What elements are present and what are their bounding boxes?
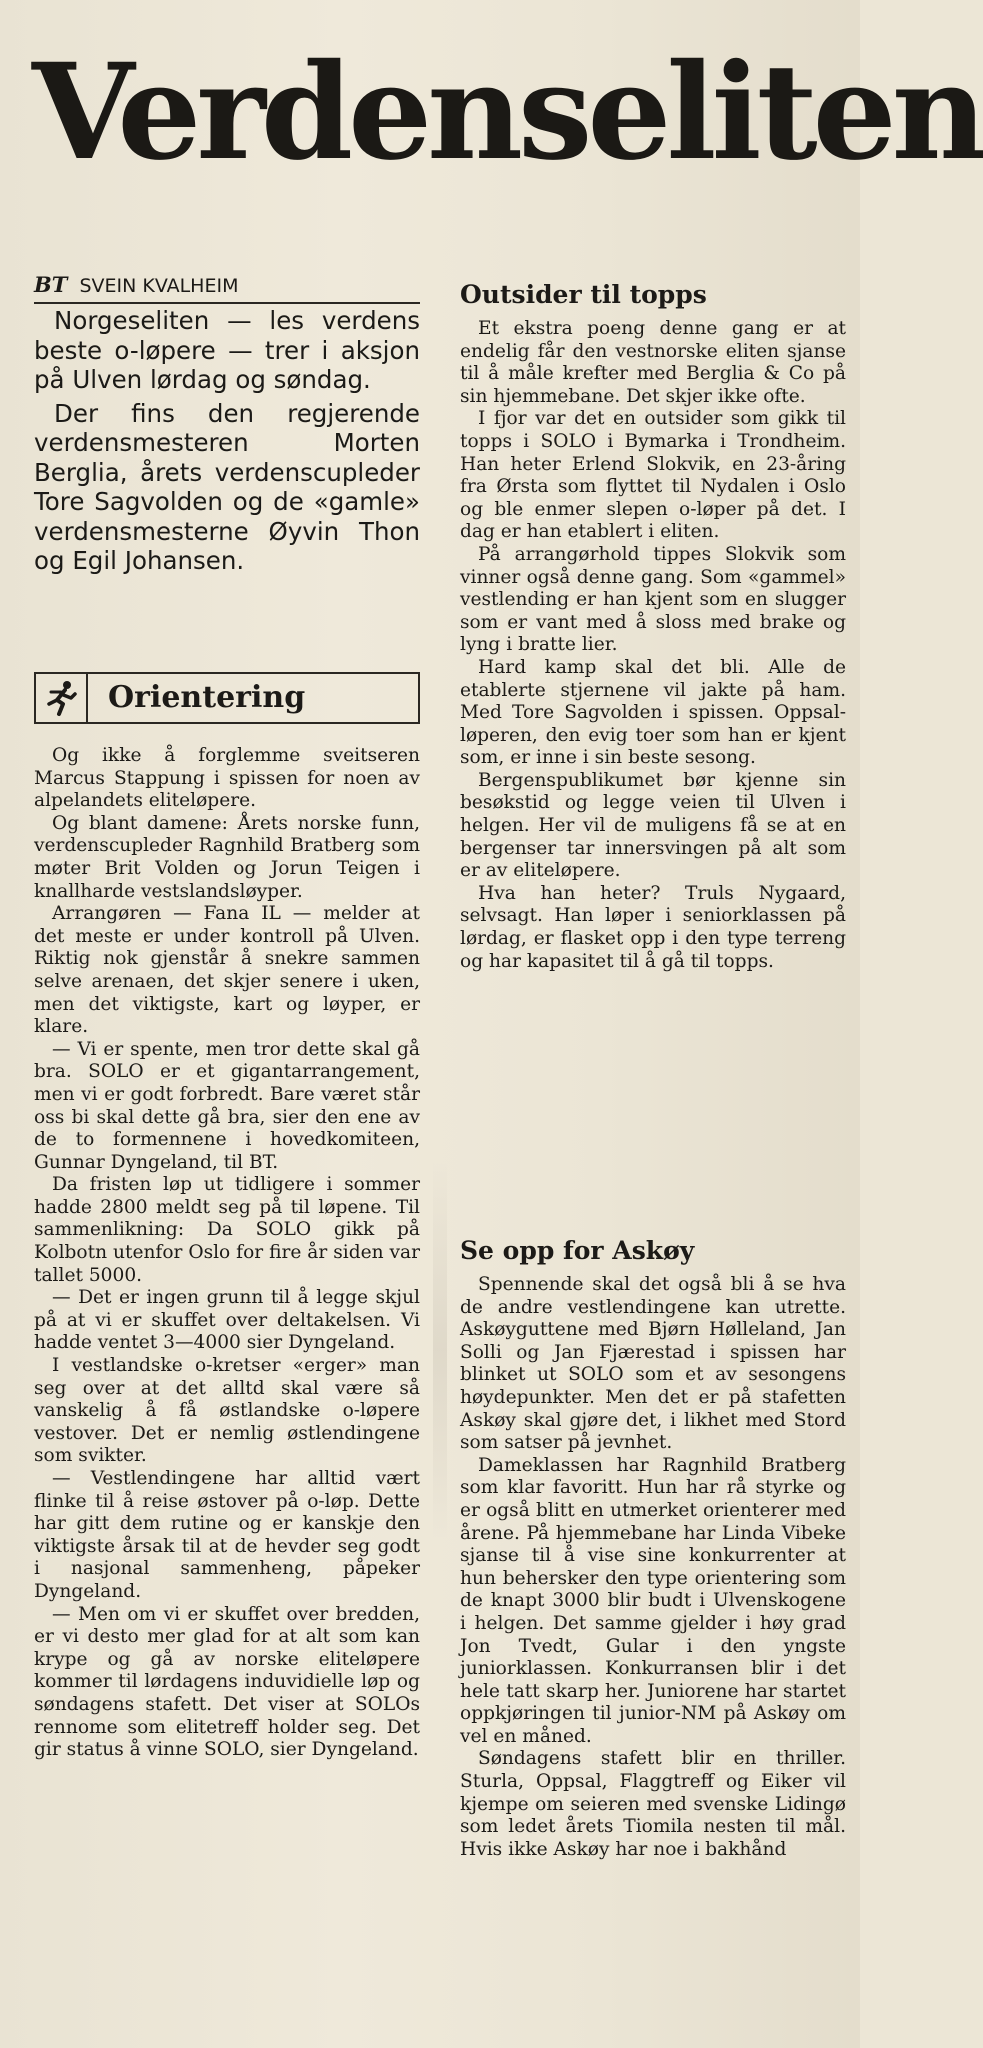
right-column-section-1: [460, 318, 846, 973]
paper-fold: [433, 1160, 447, 1540]
body-paragraph: — Vestlendingene har alltid vært flinke til å reise østover på o-løp. Dette har gitt dem rutine og er kanskje den viktigste årsak til at de hevder seg godt i nasjonal sammenheng, påpeker Dyngeland.: [34, 1468, 420, 1602]
section-header: [34, 672, 420, 724]
body-paragraph: På arrangørhold tippes Slokvik som vinner også denne gang. Som «gammel» vestlending er han kjent som en slugger som er vant med å sloss med brake og lyng i bratte lier.: [460, 543, 846, 656]
body-paragraph: Spennende skal det også bli å se hva de andre vestlendingene kan utrette. Askøyguttene med Bjørn Hølleland, Jan Solli og Jan Fjærestad i spissen har blinket ut SOLO som et av sesongens høydepunkter. Men det er på stafetten Askøy skal gjøre det, i likhet med Stord som satser på jevnhet.: [460, 1274, 846, 1454]
body-paragraph: Hva han heter? Truls Nygaard, selvsagt. Han løper i seniorklassen på lørdag, er flasket opp i den type terreng og har kapasitet til å gå til topps.: [460, 882, 846, 972]
lead-paragraph: Norgeseliten — les verdens beste o-løpere — trer i aksjon på Ulven lørdag og søndag.: [34, 306, 420, 394]
headline: Verdenseliten: [32, 35, 983, 190]
body-paragraph: Og ikke å forglemme sveitseren Marcus Stappung i spissen for noen av alpelandets eliteløpere.: [34, 745, 420, 812]
subheading-askoy: Se opp for Askøy: [460, 1236, 695, 1265]
body-paragraph: Bergenspublikumet bør kjenne sin besøkstid og legge veien til Ulven i helgen. Her vil de muligens få se at en bergenser tar innersvingen på alt som er av eliteløpere.: [460, 769, 846, 882]
body-paragraph: I fjor var det en outsider som gikk til topps i SOLO i Bymarka i Trondheim. Han heter Erlend Slokvik, en 23-åring fra Ørsta som flyttet til Nydalen i Oslo og ble enmer slepen o-løper på det. I dag er han etablert i eliten.: [460, 408, 846, 543]
body-paragraph: — Det er ingen grunn til å legge skjul på at vi er skuffet over deltakelsen. Vi hadde ventet 3—4000 sier Dyngeland.: [34, 1287, 420, 1354]
subheading-outsider: Outsider til topps: [460, 280, 707, 309]
body-paragraph: — Men om vi er skuffet over bredden, er vi desto mer glad for at alt som kan krype og gå av norske eliteløpere kommer til lørdagens induvidielle løp og søndagens stafett. Det viser at SOLOs rennome som elitetreff holder seg. Det gir status å vinne SOLO, sier Dyngeland.: [34, 1603, 420, 1761]
body-paragraph: Hard kamp skal det bli. Alle de etablerte stjernene vil jakte på ham. Med Tore Sagvolden i spissen. Oppsal-løperen, den evig toer som han er kjent som, er inne i sin beste sesong.: [460, 656, 846, 769]
right-column-section-2: [460, 1274, 846, 1861]
body-paragraph: Dameklassen har Ragnhild Bratberg som klar favoritt. Hun har rå styrke og er også blitt en utmerket orienterer med årene. På hjemmebane har Linda Vibeke sjanse til å vise sine konkurrenter at hun behersker den type orientering som de knapt 3000 blir budt i Ulvenskogene i helgen. Det samme gjelder i høy grad Jon Tvedt, Gular i den yngste juniorklassen. Konkurransen blir i det hele tatt skarp her. Juniorene har startet oppkjøringen til junior-NM på Askøy om vel en måned.: [460, 1454, 846, 1747]
body-paragraph: Arrangøren — Fana IL — melder at det meste er under kontroll på Ulven. Riktig nok gjenstår å snekre sammen selve arenaen, det skjer senere i uken, men det viktigste, kart og løyper, er klare.: [34, 903, 420, 1038]
byline-author: SVEIN KVALHEIM: [79, 275, 239, 297]
lead-paragraph: Der fins den regjerende verdensmesteren Morten Berglia, årets verdenscupleder Tore Sagvolden og de «gamle» verdensmesterne Øyvin Thon og Egil Johansen.: [34, 398, 420, 575]
bt-logo: BT: [34, 272, 68, 297]
body-paragraph: Et ekstra poeng denne gang er at endelig får den vestnorske eliten sjanse til å måle krefter med Berglia & Co på sin hjemmebane. Det skjer ikke ofte.: [460, 318, 846, 407]
body-paragraph: — Vi er spente, men tror dette skal gå bra. SOLO er et gigantarrangement, men vi er godt forbredt. Bare været står oss bi skal dette gå bra, sier den ene av de to formennene i hovedkomiteen, Gunnar Dyngeland, til BT.: [34, 1038, 420, 1173]
section-title: Orientering: [108, 680, 306, 715]
body-paragraph: I vestlandske o-kretser «erger» man seg over at det alltd skal være så vanskelig å få østlandske o-løpere vestover. Det er nemlig østlendingene som svikter.: [34, 1355, 420, 1467]
body-paragraph: Søndagens stafett blir en thriller. Sturla, Oppsal, Flaggtreff og Eiker vil kjempe om seieren med svenske Lidingø som ledet årets Tiomila nesten til mål. Hvis ikke Askøy har noe i bakhånd: [460, 1748, 846, 1860]
body-paragraph: Og blant damene: Årets norske funn, verdenscupleder Ragnhild Bratberg som møter Brit Volden og Jorun Teigen i knallharde vestslandsløyper.: [34, 812, 420, 902]
left-column-body: [34, 745, 420, 1762]
body-paragraph: Da fristen løp ut tidligere i sommer hadde 2800 meldt seg på til løpene. Til sammenlikning: Da SOLO gikk på Kolbotn utenfor Oslo for fire år siden var tallet 5000.: [34, 1174, 420, 1286]
orienteering-runner-icon: [36, 674, 88, 722]
lead-paragraphs: [34, 306, 420, 576]
byline: [34, 272, 420, 304]
